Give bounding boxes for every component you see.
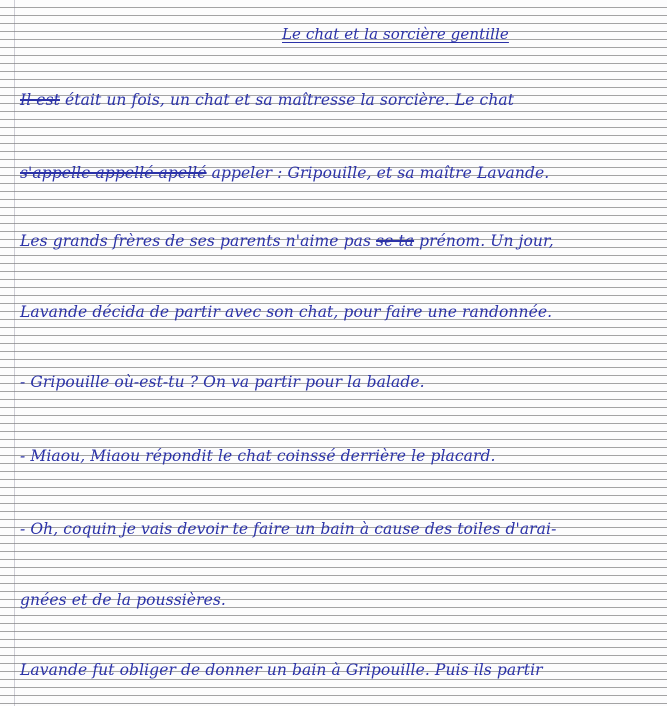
text-line-5: - Gripouille où-est-tu ? On va partir pour la balade. bbox=[20, 373, 425, 391]
line-text: était un fois, un chat et sa maîtresse la sorcière. Le chat bbox=[59, 91, 515, 109]
text-line-7: - Oh, coquin je vais devoir te faire un bain à cause des toiles d'arai- bbox=[20, 520, 557, 538]
struck-word: se ta bbox=[376, 232, 415, 250]
text-line-9: Lavande fut obliger de donner un bain à Gripouille. Puis ils partir bbox=[20, 661, 543, 679]
text-line-1 bbox=[20, 93, 514, 109]
text-line-6: - Miaou, Miaou répondit le chat coinssé derrière le placard. bbox=[20, 447, 496, 465]
text-line-3 bbox=[20, 234, 554, 250]
struck-word: Il est bbox=[20, 91, 60, 109]
margin-rule bbox=[14, 0, 15, 706]
line-text-end: prénom. Un jour, bbox=[414, 232, 554, 250]
text-line-2 bbox=[20, 166, 549, 182]
text-line-4: Lavande décida de partir avec son chat, pour faire une randonnée. bbox=[20, 303, 553, 321]
line-text: Les grands frères de ses parents n'aime pas bbox=[20, 232, 377, 250]
page-title: Le chat et la sorcière gentille bbox=[282, 25, 509, 43]
struck-words: s'appelle appellé apellé bbox=[20, 164, 207, 182]
text-line-8: gnées et de la poussières. bbox=[20, 591, 226, 609]
line-text: appeler : Gripouille, et sa maître Lavande. bbox=[206, 164, 550, 182]
